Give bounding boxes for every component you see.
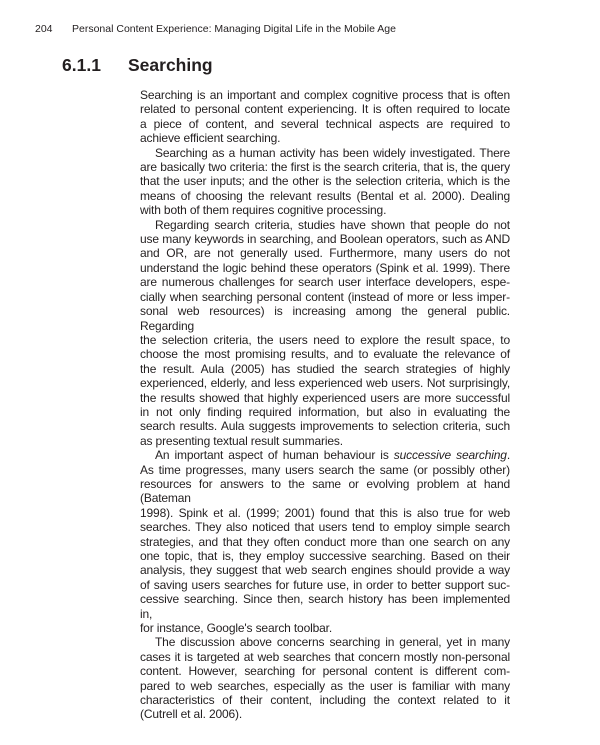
text-line: As time progresses, many users search the same (or possibly other) xyxy=(140,462,510,477)
text-line: analysis, they suggest that web search engines should provide a way xyxy=(140,563,510,578)
section-heading xyxy=(62,55,213,76)
paragraph xyxy=(140,146,510,218)
text-line: characteristics of their content, including the context related to it xyxy=(140,693,510,708)
body-text xyxy=(140,88,510,742)
text-line: a piece of content, and several technical aspects are required to xyxy=(140,116,510,131)
text-line: strategies, and that they often conduct more than one search on any xyxy=(140,534,510,549)
text-line: use many keywords in searching, and Boolean operators, such as AND xyxy=(140,232,510,247)
paragraph xyxy=(140,635,510,721)
text-line: An important aspect of human behaviour is successive searching. xyxy=(155,448,510,463)
text-line: are numerous challenges for search user interface developers, espe- xyxy=(140,275,510,290)
text-line: that the user inputs; and the other is the selection criteria, which is the xyxy=(140,174,510,189)
page-number: 204 xyxy=(35,23,53,35)
running-head xyxy=(35,23,396,35)
paragraph xyxy=(140,448,510,635)
text-line: cessive searching. Since then, search history has been implemented in, xyxy=(140,592,510,621)
text-line: searches. They also noticed that users tend to employ simple search xyxy=(140,520,510,535)
book-title: Personal Content Experience: Managing Digital Life in the Mobile Age xyxy=(72,23,396,35)
text-line: Regarding search criteria, studies have shown that people do not xyxy=(155,217,510,232)
text-line: understand the logic behind these operators (Spink et al. 1999). There xyxy=(140,260,510,275)
section-number: 6.1.1 xyxy=(62,55,101,75)
text-line: are basically two criteria: the first is the search criteria, that is, the query xyxy=(140,160,510,175)
text-line: content. However, searching for personal content is different com- xyxy=(140,664,510,679)
paragraph xyxy=(140,218,510,449)
text-line: means of choosing the relevant results (Bental et al. 2000). Dealing xyxy=(140,188,510,203)
text-line: search results. Aula suggests improvements to selection criteria, such xyxy=(140,419,510,434)
text-line: as presenting textual result summaries. xyxy=(140,433,343,448)
text-line: pared to web searches, especially as the user is familiar with many xyxy=(140,678,510,693)
text-line: related to personal content experiencing. It is often required to locate xyxy=(140,102,510,117)
text-line: cases it is targeted at web searches that concern mostly non-personal xyxy=(140,649,510,664)
text-line: Searching as a human activity has been widely investigated. There xyxy=(155,145,510,160)
text-line: the selection criteria, the users need to explore the result space, to xyxy=(140,332,510,347)
text-line: and OR, are not generally used. Furthermore, many users do not xyxy=(140,246,510,261)
text-line: choose the most promising results, and to evaluate the relevance of xyxy=(140,347,510,362)
text-line: one topic, that is, they employ successive searching. Based on their xyxy=(140,549,510,563)
text-line: The discussion above concerns searching in general, yet in many xyxy=(155,635,510,650)
text-line: in not only finding required information, but also in evaluating the xyxy=(140,404,510,419)
text-line: cially when searching personal content (instead of more or less imper- xyxy=(140,289,510,304)
text-line: sonal web resources) is increasing among the general public. Regarding xyxy=(140,304,510,333)
text-line: experienced, elderly, and less experienced web users. Not surprisingly, xyxy=(140,376,510,391)
paragraph xyxy=(140,88,510,146)
text-line: for instance, Google's search toolbar. xyxy=(140,621,333,636)
text-line: achieve efficient searching. xyxy=(140,131,281,146)
text-line: 1998). Spink et al. (1999; 2001) found that this is also true for web xyxy=(140,505,510,520)
text-line: (Cutrell et al. 2006). xyxy=(140,707,243,722)
text-line: resources for answers to the same or evolving problem at hand (Bateman xyxy=(140,476,510,506)
section-title: Searching xyxy=(128,55,213,75)
text-line: with both of them requires cognitive processing. xyxy=(140,203,387,218)
text-line: the results showed that highly experienced users are more successful xyxy=(140,390,510,405)
text-line: Searching is an important and complex cognitive process that is often xyxy=(140,88,510,102)
text-line: the result. Aula (2005) has studied the search strategies of highly xyxy=(140,361,510,376)
text-line: of saving users searches for future use, in order to better support suc- xyxy=(140,577,510,592)
